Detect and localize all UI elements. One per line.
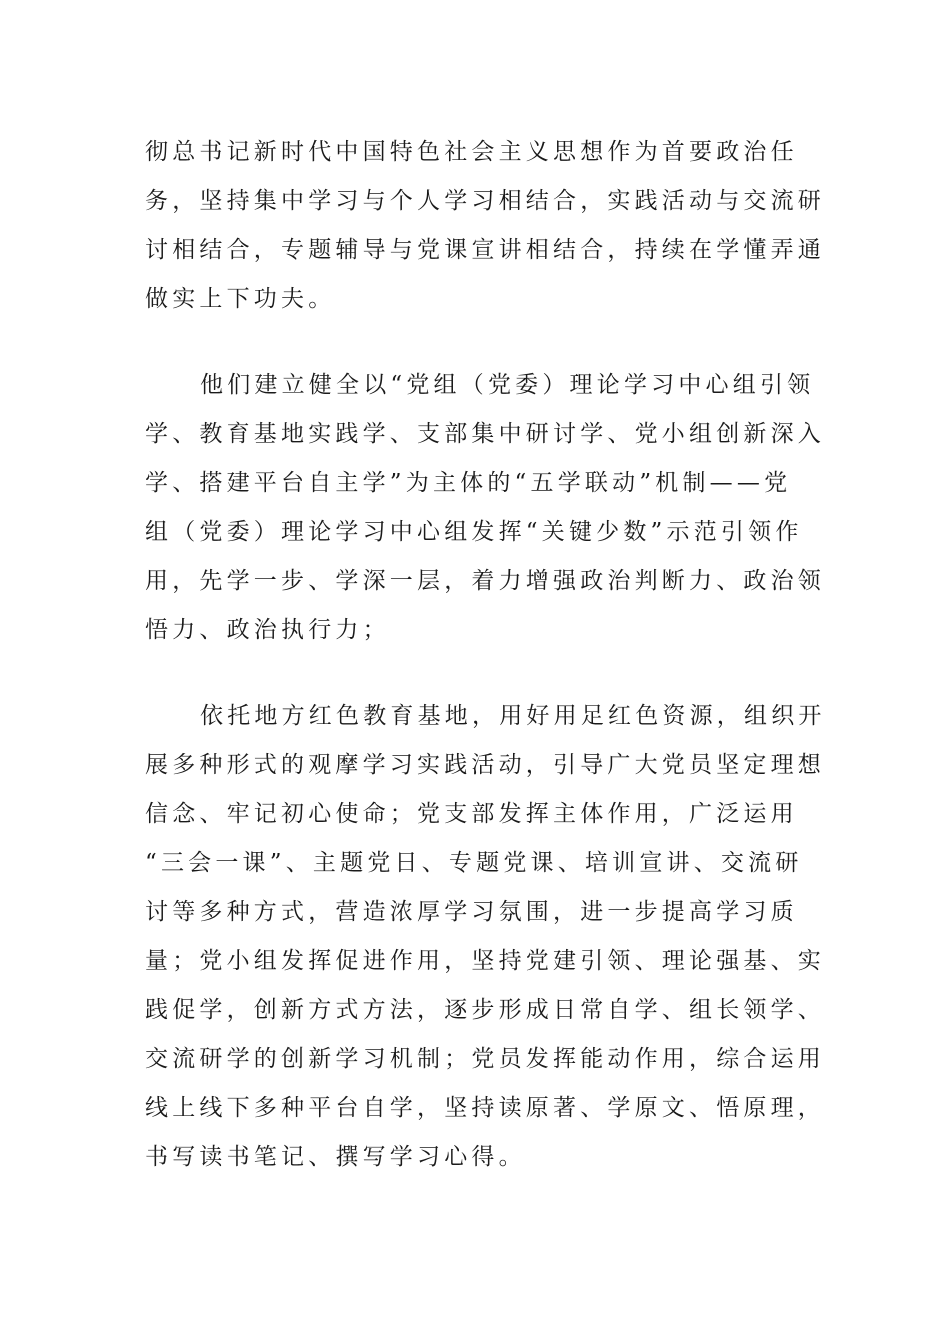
paragraph-2-line-5: 用，先学一步、学深一层，着力增强政治判断力、政治领: [145, 568, 825, 594]
paragraph-2-line-1: 他们建立健全以“党组（党委）理论学习中心组引领: [200, 372, 815, 398]
paragraph-1-line-1: 彻总书记新时代中国特色社会主义思想作为首要政治任: [145, 139, 798, 165]
paragraph-2-line-6: 悟力、政治执行力；: [145, 617, 390, 643]
paragraph-3-line-9: 线上线下多种平台自学，坚持读原著、学原文、悟原理，: [145, 1095, 825, 1121]
paragraph-3-line-5: 讨等多种方式，营造浓厚学习氛围，进一步提高学习质: [145, 899, 798, 925]
paragraph-1-line-3: 讨相结合，专题辅导与党课宣讲相结合，持续在学懂弄通: [145, 237, 825, 263]
paragraph-3-line-8: 交流研学的创新学习机制；党员发挥能动作用，综合运用: [145, 1046, 825, 1072]
paragraph-3-line-1: 依托地方红色教育基地，用好用足红色资源，组织开: [200, 703, 826, 729]
paragraph-2-line-3: 学、搭建平台自主学”为主体的“五学联动”机制——党: [145, 470, 792, 496]
paragraph-1-line-4: 做实上下功夫。: [145, 286, 336, 312]
paragraph-3-line-3: 信念、牢记初心使命；党支部发挥主体作用，广泛运用: [145, 801, 798, 827]
paragraph-2-line-4: 组（党委）理论学习中心组发挥“关键少数”示范引领作: [145, 519, 803, 545]
paragraph-3-line-7: 践促学，创新方式方法，逐步形成日常自学、组长领学、: [145, 997, 825, 1023]
paragraph-2-line-2: 学、教育基地实践学、支部集中研讨学、党小组创新深入: [145, 421, 825, 447]
paragraph-1-line-2: 务，坚持集中学习与个人学习相结合，实践活动与交流研: [145, 188, 825, 214]
paragraph-3-line-10: 书写读书笔记、撰写学习心得。: [145, 1144, 526, 1170]
paragraph-3-line-4: “三会一课”、主题党日、专题党课、培训宣讲、交流研: [145, 850, 803, 876]
paragraph-3-line-2: 展多种形式的观摩学习实践活动，引导广大党员坚定理想: [145, 752, 825, 778]
paragraph-3-line-6: 量；党小组发挥促进作用，坚持党建引领、理论强基、实: [145, 948, 825, 974]
